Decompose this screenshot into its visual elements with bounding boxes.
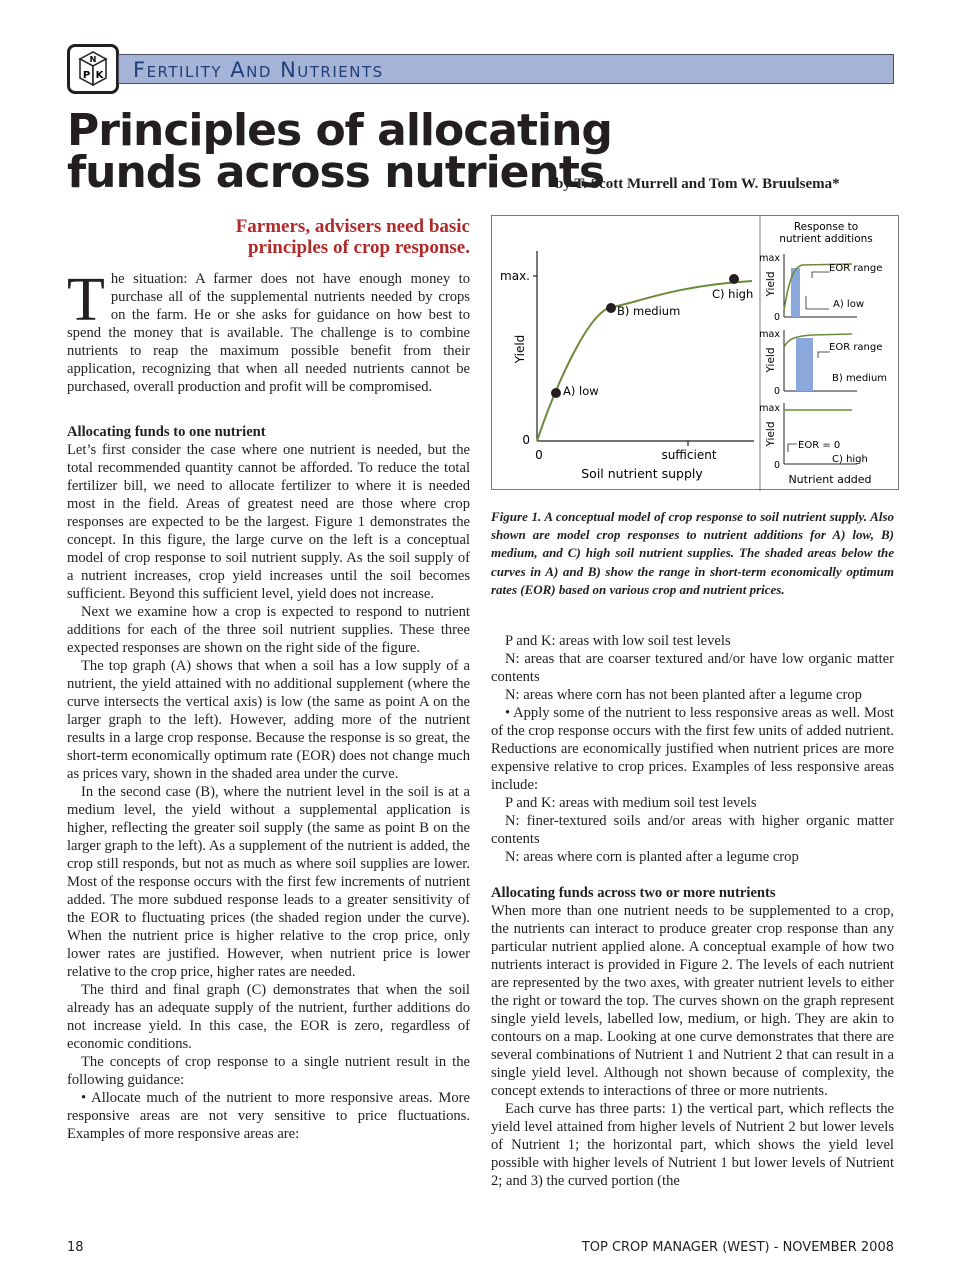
- bullet-paragraph: • Apply some of the nutrient to less responsive areas as well. Most of the crop response occurs with the first few units of added nutrient. Reductions are economically justified when nutrient prices are more expensive relative to crop prices. Examples of less responsive areas include:: [491, 705, 894, 793]
- point-c-label: C) high: [712, 287, 754, 301]
- paragraph: Next we examine how a crop is expected to respond to nutrient additions for each of the three soil nutrient supplies. These three expected responses are shown on the right side of the figure.: [67, 604, 470, 656]
- point-c: [729, 274, 739, 284]
- drop-cap: T: [67, 266, 105, 334]
- npk-logo: [67, 44, 119, 94]
- article-column-right: [491, 632, 894, 1190]
- graph-a-label: A) low: [833, 299, 864, 310]
- point-b: [606, 303, 616, 313]
- headline-line-1: Principles of allocating: [67, 105, 612, 156]
- figure-caption: Figure 1. A conceptual model of crop response to soil nutrient supply. Also shown are model crop responses to nutrient additions for A) low, B) medium, and C) high soil nutrient supplies. The shaded areas below the curves in A) and B) show the range in short-term economically optimum rates (EOR) based on various crop and nutrient prices.: [491, 509, 894, 597]
- response-title-1: Response to: [793, 221, 859, 233]
- heading-two-nutrients: Allocating funds across two or more nutrients: [491, 885, 776, 901]
- paragraph: The concepts of crop response to a single nutrient result in the following guidance:: [67, 1054, 470, 1088]
- intro-text: he situation: A farmer does not have enough money to purchase all of the supplemental nutrients needed by crops on the farm. He or she asks for guidance on how best to spend the money that is available. The challenge is to combine nutrients to reap the maximum possible benefit from their application, recognizing that when all needed nutrients cannot be purchased, overall production and profit will be compromised.: [67, 271, 470, 395]
- list-item: N: finer-textured soils and/or areas with higher organic matter contents: [491, 813, 894, 847]
- paragraph: The third and final graph (C) demonstrates that when the soil already has an adequate supply of the nutrient, further additions do not increase yield. In this case, the EOR is zero, regardless of economic conditions.: [67, 982, 470, 1052]
- deck-line-2: principles of crop response.: [247, 237, 470, 258]
- graph-b-zero: 0: [773, 386, 780, 397]
- paragraph: Each curve has three parts: 1) the vertical part, which reflects the yield level attained from higher levels of Nutrient 2 but lower levels of Nutrient 1; the horizontal part, which shows the yield level possible with higher levels of Nutrient 1 but lower levels of Nutrient 2; and 3) the curved portion (the: [491, 1101, 894, 1189]
- main-y-max: max.: [500, 269, 530, 283]
- bullet-paragraph: • Allocate much of the nutrient to more responsive areas. More responsive areas are not very sensitive to price fluctuations. Examples of more responsive areas are:: [67, 1090, 470, 1142]
- point-a-label: A) low: [563, 384, 599, 398]
- graph-b-eor-range: EOR range: [829, 342, 883, 353]
- graph-b-label: B) medium: [832, 373, 888, 384]
- deck: [67, 216, 470, 258]
- paragraph: In the second case (B), where the nutrient level in the soil is at a medium level, the yield without a supplemental application is higher, reflecting the greater soil supply (the same as point B on the larger graph to the left). As a supplement of the nutrient is added, the crop still responds, but not as much as where soil supplies are lower. Most of the response occurs with the first few increments of nutrient added. The more subdued response leads to a greater sensitivity of the EOR to fluctuating prices (the shaded region under the curve). When the nutrient price is higher relative to the crop price, only lower rates are justified. However, when nutrient price is lower relative to the crop price, higher rates are needed.: [67, 784, 470, 980]
- logo-letter-n: N: [89, 55, 97, 64]
- graph-a-eor-range: EOR range: [829, 263, 883, 274]
- main-x-sufficient: sufficient: [661, 448, 717, 462]
- main-x-label: Soil nutrient supply: [581, 466, 703, 481]
- section-title: Fertility And Nutrients: [133, 58, 384, 82]
- graph-b-y-label: Yield: [765, 347, 777, 373]
- point-b-label: B) medium: [617, 304, 681, 318]
- heading-one-nutrient: Allocating funds to one nutrient: [67, 424, 266, 440]
- main-x-zero: 0: [535, 448, 543, 462]
- paragraph: Let’s first consider the case where one nutrient is needed, but the total recommended quantity cannot be afforded. To reduce the total fertilizer bill, we need to allocate fertilizer to where it is needed most in the field. Areas of greatest need are those where crop responses are expected to be the largest. Figure 1 demonstrates the concept. In this figure, the large curve on the left is a conceptual model of crop response to soil nutrient supply. As the soil supply of a nutrient increases, crop yield increases until the soil becomes sufficient. Beyond this sufficient level, yield does not increase.: [67, 442, 470, 602]
- response-title-2: nutrient additions: [779, 233, 873, 245]
- graph-c-eor-zero: EOR = 0: [798, 440, 841, 451]
- graph-c-label: C) high: [832, 454, 868, 465]
- byline: by T. Scott Murrell and Tom W. Bruulsema*: [555, 176, 840, 192]
- main-y-zero: 0: [522, 433, 530, 447]
- graph-c-y-label: Yield: [765, 421, 777, 447]
- deck-line-1: Farmers, advisers need basic: [235, 216, 470, 237]
- list-item: N: areas where corn has not been planted after a legume crop: [505, 687, 862, 703]
- page-number: 18: [67, 1240, 84, 1255]
- paragraph: When more than one nutrient needs to be supplemented to a crop, the nutrients can interact to produce greater crop response than any particular nutrient applied alone. A conceptual example of how two nutrients interact is provided in Figure 2. The levels of each nutrient are represented by the two axes, with greater nutrient levels to either the right or toward the top. The curves shown on the graph represent single yield levels, labelled low, medium, or high. They are akin to contours on a map. Looking at one curve demonstrates that there are several combinations of Nutrient 1 and Nutrient 2 that can result in a single yield level. Although not shown because of complexity, the concept extends to interactions of three or more nutrients.: [491, 903, 894, 1099]
- graph-a-max: max: [759, 253, 780, 264]
- graph-c-zero: 0: [773, 460, 780, 471]
- magazine-footer: TOP CROP MANAGER (WEST) - NOVEMBER 2008: [581, 1240, 894, 1255]
- article-column-left: [67, 266, 470, 1143]
- graph-a-zero: 0: [773, 312, 780, 323]
- intro-paragraph: [67, 266, 470, 396]
- logo-letter-p: P: [82, 70, 91, 81]
- section-bar: [118, 54, 894, 84]
- list-item: P and K: areas with low soil test levels: [505, 633, 731, 649]
- graph-a-y-label: Yield: [765, 271, 777, 297]
- logo-letter-k: K: [95, 70, 104, 81]
- main-y-label: Yield: [513, 334, 527, 364]
- list-item: N: areas where corn is planted after a legume crop: [505, 849, 799, 865]
- point-a: [551, 388, 561, 398]
- graph-b-max: max: [759, 329, 780, 340]
- paragraph: The top graph (A) shows that when a soil has a low supply of a nutrient, the yield attained with no additional supplement (where the curve intersects the vertical axis) is low (the same as point A on the larger graph to the left). However, adding more of the nutrient results in a large crop response. Because the response is so great, the short-term economically optimum rate (EOR) does not change much as prices vary, shown in the shaded area under the curve.: [67, 658, 470, 782]
- list-item: N: areas that are coarser textured and/or have low organic matter contents: [491, 651, 894, 685]
- headline-line-2: funds across nutrients: [67, 147, 605, 198]
- figure-1: [491, 215, 899, 490]
- response-x-label: Nutrient added: [788, 473, 872, 486]
- headline: [67, 105, 612, 198]
- list-item: P and K: areas with medium soil test levels: [505, 795, 757, 811]
- graph-b-eor-shade: [796, 338, 813, 391]
- graph-c-max: max: [759, 403, 780, 414]
